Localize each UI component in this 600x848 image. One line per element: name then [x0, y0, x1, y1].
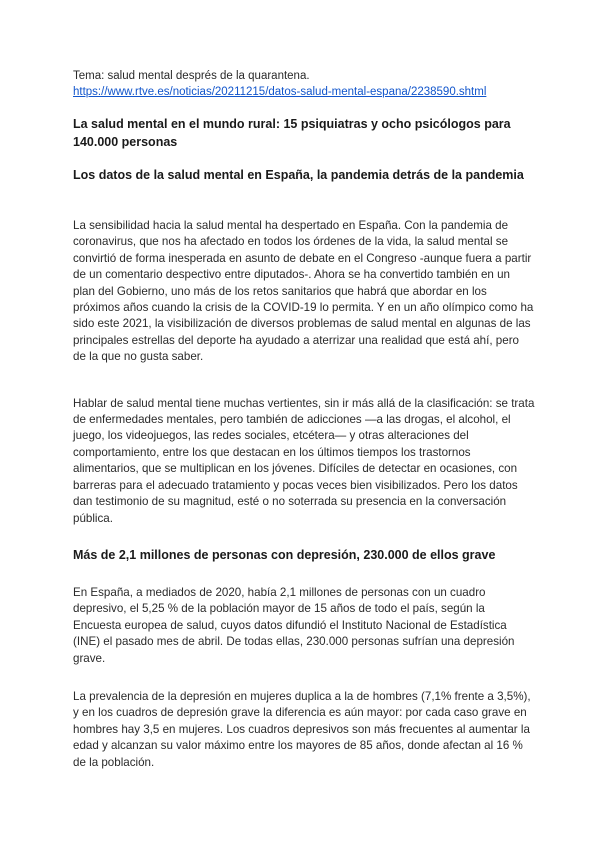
topic-line: Tema: salud mental després de la quarantena.: [73, 70, 310, 82]
heading-datos: Los datos de la salud mental en España, la pandemia detrás de la pandemia: [73, 168, 524, 182]
paragraph-prevalencia: La prevalencia de la depresión en mujeres duplica a la de hombres (7,1% frente a 3,5%), y en los cuadros de depresión grave la diferencia es aún mayor: por cada caso grave en hombres hay 3,5 en mujeres. Los cuadros depresivos son más frecuentes al aumentar la edad y alcanzan su valor máximo entre los mayores de 85 años, donde afectan al 16 % de la población.: [73, 689, 531, 769]
heading-rural: La salud mental en el mundo rural: 15 psiquiatras y ocho psicólogos para 140.000 personas: [73, 117, 511, 149]
document-page: [73, 68, 535, 771]
paragraph-espana-2020: En España, a mediados de 2020, había 2,1 millones de personas con un cuadro depresivo, el 5,25 % de la población mayor de 15 años de todo el país, según la Encuesta europea de salud, cuyos datos difundió el Instituto Nacional de Estadística (INE) el pasado mes de abril. De todas ellas, 230.000 personas sufrían una depresión grave.: [73, 585, 515, 665]
paragraph-sensibilidad: La sensibilidad hacia la salud mental ha despertado en España. Con la pandemia de coronavirus, que nos ha afectado en todos los órdenes de la vida, la salud mental se convirtió de forma inesperada en asunto de debate en el Congreso -aunque fuera a partir de un comentario despectivo entre diputados-. Ahora se ha convertido también en un plan del Gobierno, uno más de los retos sanitarios que habrá que abordar en los próximos años cuando la crisis de la COVID-19 lo permita. Y en un año olímpico como ha sido este 2021, la visibilización de diversos problemas de salud mental en algunas de las principales estrellas del deporte ha ayudado a aterrizar una realidad que está ahí, pero de la que no gusta saber.: [73, 219, 534, 364]
heading-depresion: Más de 2,1 millones de personas con depresión, 230.000 de ellos grave: [73, 547, 496, 562]
paragraph-vertientes: Hablar de salud mental tiene muchas vertientes, sin ir más allá de la clasificación: se trata de enfermedades mentales, pero también de adicciones —a las drogas, el alcohol, el juego, los videojuegos, las redes sociales, etcétera— y otras alteraciones del comportamiento, entre los que destacan en los últimos tiempos los trastornos alimentarios, que se multiplican en los jóvenes. Difíciles de detectar en ocasiones, con barreras para el adecuado tratamiento y pocas veces bien visibilizados. Pero los datos dan testimonio de su magnitud, esté o no soterrada su presencia en la conversación pública.: [73, 396, 535, 525]
source-link[interactable]: https://www.rtve.es/noticias/20211215/datos-salud-mental-espana/2238590.shtml: [73, 86, 487, 98]
